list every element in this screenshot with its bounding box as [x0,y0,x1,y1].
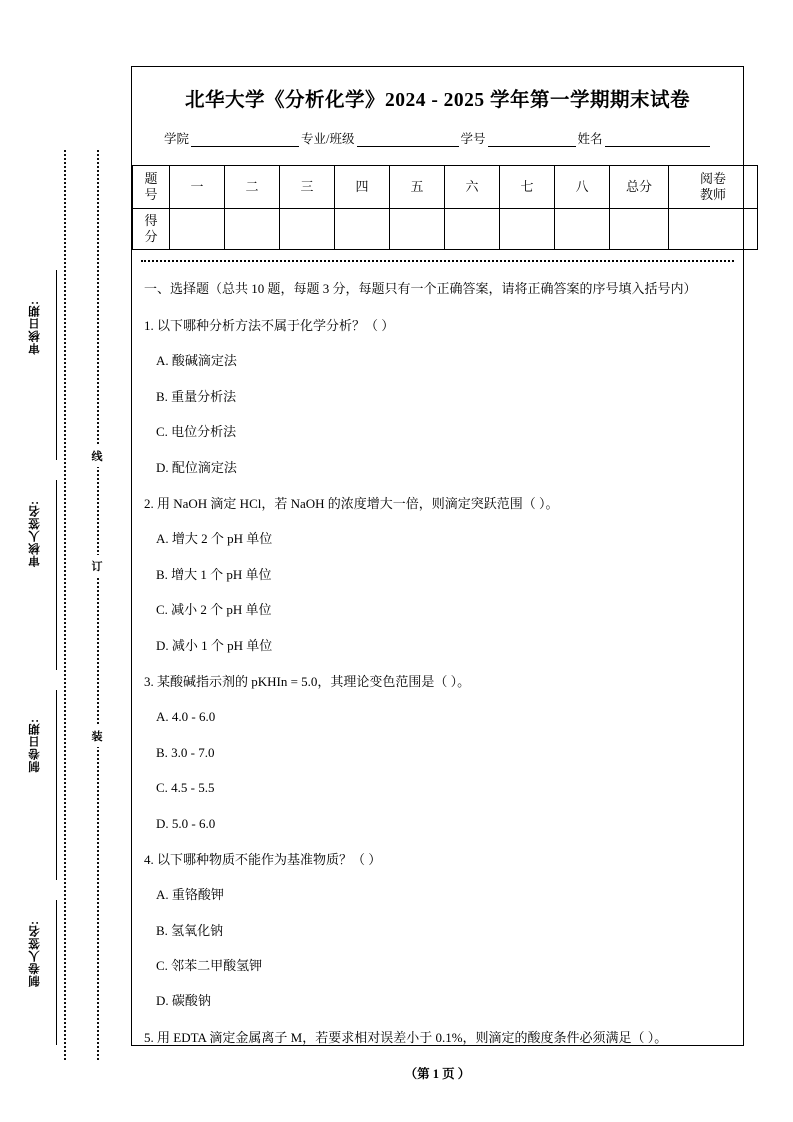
question-1-option-d[interactable]: D. 配位滴定法 [156,459,237,475]
college-label: 学院 [164,132,190,146]
question-4-option-b[interactable]: B. 氢氧化钠 [156,922,224,938]
score-cell-1[interactable] [170,209,225,250]
production-date-label: 制卷日期: [29,718,41,773]
question-2-option-d[interactable]: D. 减小 1 个 pH 单位 [156,637,273,653]
major-class-label: 专业/班级 [301,132,355,146]
margin-dotted-line-outer [64,150,66,1060]
question-1-option-a[interactable]: A. 酸碱滴定法 [156,353,237,369]
seal-char-zhuang: 装 [89,725,105,747]
question-4-option-d[interactable]: D. 碳酸钠 [156,993,211,1009]
score-cell-grader[interactable] [669,209,758,250]
college-input[interactable] [191,133,299,147]
seal-char-xian: 线 [89,445,105,467]
score-table-total-label: 总分 [610,166,669,209]
score-table-qnum-2: 二 [225,166,280,209]
question-2-option-a[interactable]: A. 增大 2 个 pH 单位 [156,531,273,547]
score-cell-5[interactable] [390,209,445,250]
margin-dotted-line-inner [97,150,99,1060]
question-4-option-c[interactable]: C. 邻苯二甲酸氢钾 [156,958,263,974]
score-cell-3[interactable] [280,209,335,250]
producer-signature-label: 制卷人签名: [29,920,41,988]
review-date-label: 审核日期: [29,300,41,355]
major-class-input[interactable] [357,133,459,147]
score-table-qnum-7: 七 [500,166,555,209]
question-3-stem: 3. 某酸碱指示剂的 pKHIn = 5.0，其理论变色范围是（ ）。 [144,673,471,689]
score-table-row-header-label: 题 号 [133,166,170,209]
margin-rule-3 [56,690,57,880]
binding-margin [0,0,131,1122]
question-5-stem: 5. 用 EDTA 滴定金属离子 M，若要求相对误差小于 0.1%，则滴定的酸度条件必须满足（ ）。 [144,1029,668,1045]
exam-paper-body [131,66,744,1046]
score-cell-2[interactable] [225,209,280,250]
question-1-option-c[interactable]: C. 电位分析法 [156,424,237,440]
question-3-option-b[interactable]: B. 3.0 - 7.0 [156,744,215,760]
name-label: 姓名 [577,132,603,146]
page-footer: （第 1 页 ） [404,1067,471,1081]
name-input[interactable] [605,133,710,147]
score-cell-4[interactable] [335,209,390,250]
margin-rule-4 [56,900,57,1045]
student-info-line [164,129,725,147]
question-3-option-c[interactable]: C. 4.5 - 5.5 [156,780,215,796]
question-2-option-c[interactable]: C. 减小 2 个 pH 单位 [156,602,272,618]
seal-char-ding: 订 [89,555,105,577]
question-2-stem: 2. 用 NaOH 滴定 HCl，若 NaOH 的浓度增大一倍，则滴定突跃范围（ ）。 [144,496,559,511]
page-title: 北华大学《分析化学》2024 - 2025 学年第一学期期末试卷 [184,90,691,111]
score-table-qnum-1: 一 [170,166,225,209]
score-cell-6[interactable] [445,209,500,250]
question-body [144,277,731,1049]
margin-rule-2 [56,480,57,670]
score-cell-8[interactable] [555,209,610,250]
question-1-stem: 1. 以下哪种分析方法不属于化学分析？（ ） [144,318,395,334]
score-table-score-label: 得 分 [133,209,170,250]
question-4-option-a[interactable]: A. 重铬酸钾 [156,887,224,903]
question-3-option-a[interactable]: A. 4.0 - 6.0 [156,709,216,725]
reviewer-signature-label: 审核人签名: [29,500,41,568]
score-table-grader-label: 阅卷 教师 [669,166,758,209]
score-cell-total[interactable] [610,209,669,250]
score-table [132,165,758,250]
student-id-input[interactable] [488,133,576,147]
score-table-qnum-5: 五 [390,166,445,209]
question-1-option-b[interactable]: B. 重量分析法 [156,388,237,404]
score-table-header-row [133,166,758,209]
question-4-stem: 4. 以下哪种物质不能作为基准物质？（ ） [144,851,382,867]
score-table-qnum-4: 四 [335,166,390,209]
student-id-label: 学号 [460,132,486,146]
score-cell-7[interactable] [500,209,555,250]
score-table-qnum-8: 八 [555,166,610,209]
score-table-value-row [133,209,758,250]
section-one-instructions: 一、选择题（总共 10 题，每题 3 分，每题只有一个正确答案，请将正确答案的序号填入括号内） [144,281,697,296]
margin-rule-1 [56,270,57,460]
section-divider [141,260,734,262]
question-2-option-b[interactable]: B. 增大 1 个 pH 单位 [156,566,272,582]
score-table-qnum-3: 三 [280,166,335,209]
question-3-option-d[interactable]: D. 5.0 - 6.0 [156,815,216,831]
score-table-qnum-6: 六 [445,166,500,209]
